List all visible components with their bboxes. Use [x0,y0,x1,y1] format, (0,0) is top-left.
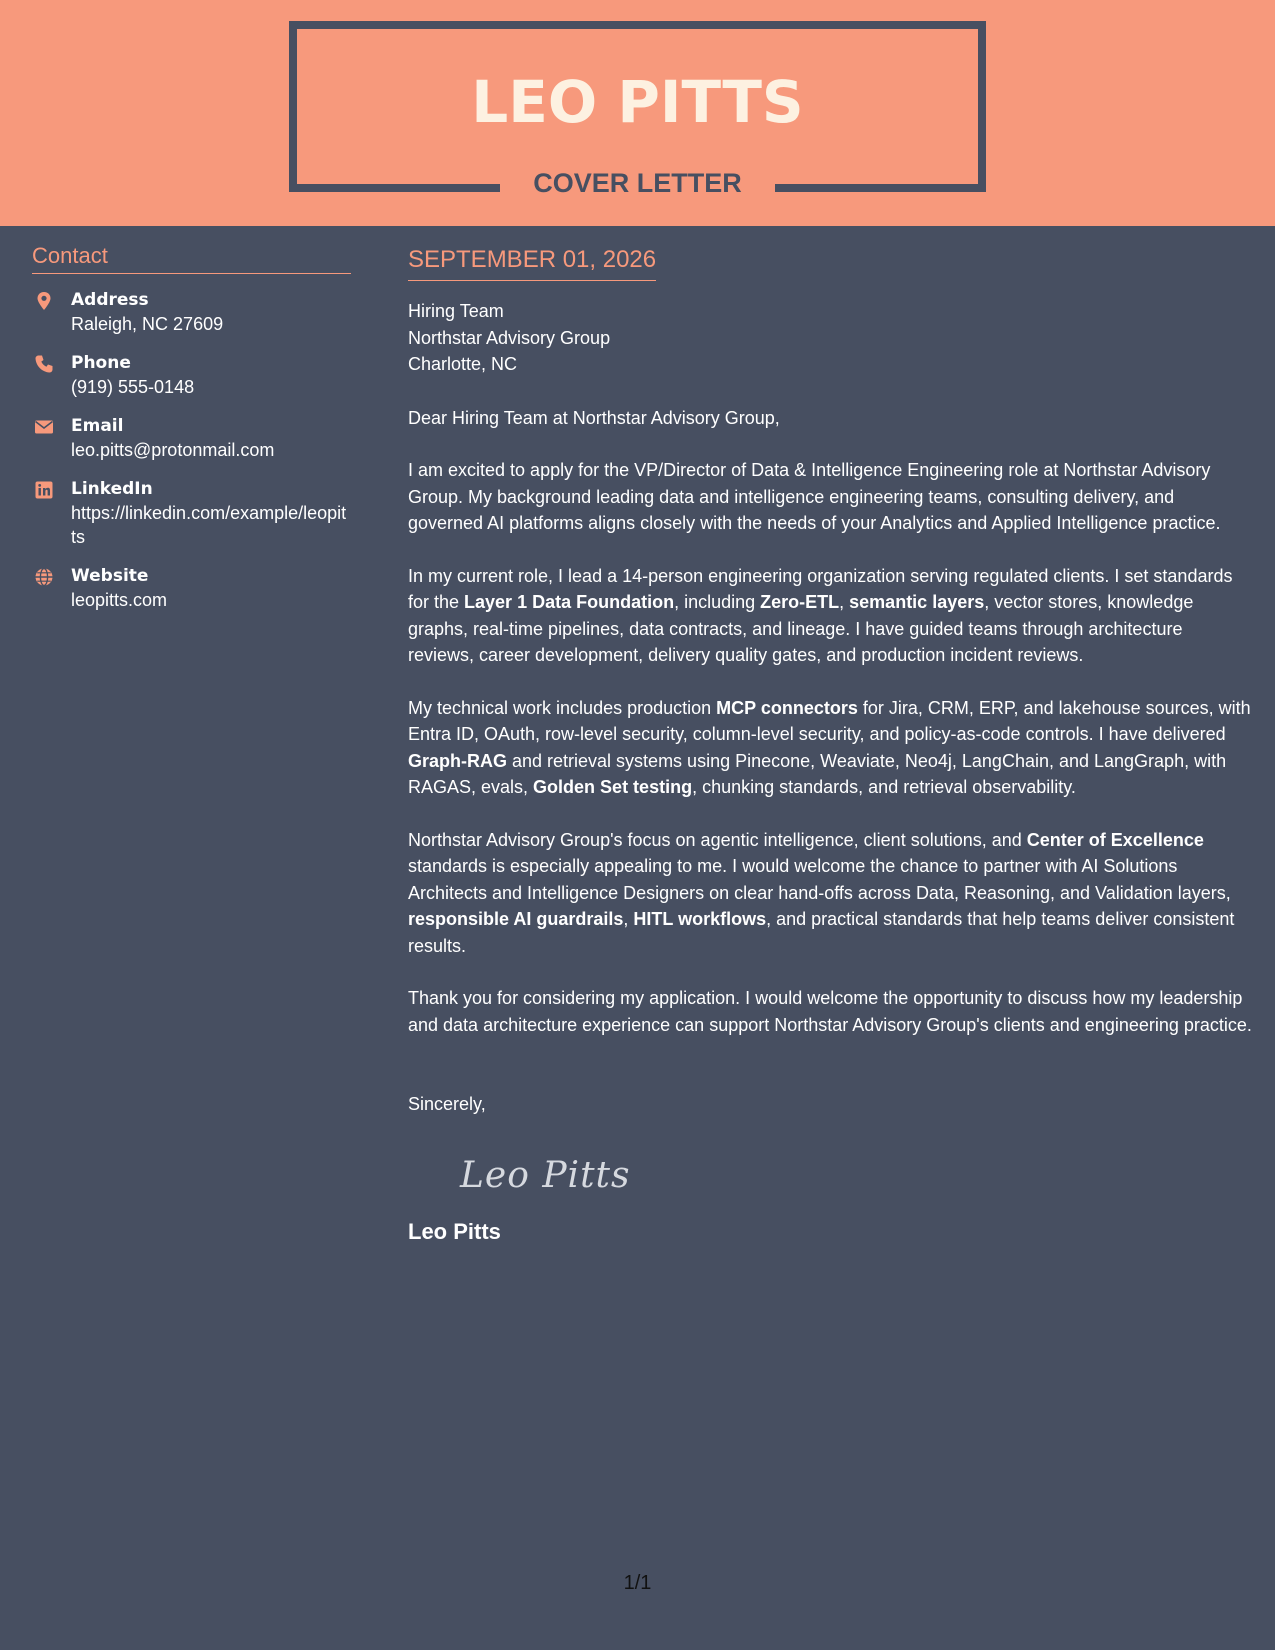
paragraph-text: , vector stores, knowledge graphs, real-time pipelines, data contracts, and lineage. I have guided teams through architecture reviews, career development, delivery quality gates, and production incident reviews. [408,592,1194,665]
paragraph-text: I am excited to apply for the VP/Director of Data & Intelligence Engineering role at Northstar Advisory Group. My background leading data and intelligence engineering teams, consulting delivery, and governed AI platforms aligns closely with the needs of your Analytics and Applied Intelligence practice. [408,460,1221,533]
paragraph-text: Thank you for considering my application. I would welcome the opportunity to discuss how my leadership and data architecture experience can support Northstar Advisory Group's clients and engineering practice. [408,988,1252,1035]
letter-paragraph [408,695,1253,801]
paragraph-text: In my current role, I lead a 14-person engineering organization serving regulated clients. I set standards for the [408,565,1233,612]
letter-body [408,244,1253,1246]
paragraph-text: , including [674,592,761,612]
highlight-term: Graph-RAG [408,750,507,771]
letter-paragraph [408,985,1253,1038]
contact-value: leopitts.com [71,590,168,610]
contact-value: leo.pitts@protonmail.com [71,440,275,460]
letter-paragraphs [408,457,1253,1038]
salutation: Dear Hiring Team at Northstar Advisory Group, [408,407,780,428]
contact-value: (919) 555-0148 [71,377,195,397]
contact-item-phone [32,351,351,399]
contact-item-email [32,414,351,462]
paragraph-text: for Jira, CRM, ERP, and lakehouse sources, with Entra ID, OAuth, row-level security, column-level security, and policy-as-code controls. I have delivered [408,697,1251,744]
linkedin-icon [34,480,54,500]
highlight-term: Zero-ETL [760,592,840,612]
envelope-icon [34,417,54,437]
paragraph-text: , [623,909,634,929]
contact-label: LinkedIn [71,479,153,499]
globe-icon [34,567,54,587]
highlight-term: MCP connectors [716,697,858,718]
paragraph-text: , [839,592,850,612]
highlight-term: Center of Excellence [1026,829,1204,850]
highlight-term: Golden Set testing [533,777,693,797]
contact-value: https://linkedin.com/example/leopitts [71,503,347,547]
map-pin-icon [34,291,54,311]
letter-paragraph [408,457,1253,537]
closing: Sincerely, [408,1094,486,1114]
applicant-name: LEO PITTS [471,68,804,136]
paragraph-text: and retrieval systems using Pinecone, Weaviate, Neo4j, LangChain, and LangGraph, with RAGAS, evals, [408,750,1227,797]
contact-label: Phone [71,353,131,373]
contact-item-linkedin [32,477,351,549]
highlight-term: Layer 1 Data Foundation [464,592,675,612]
phone-icon [34,354,54,374]
letter-paragraph [408,563,1253,669]
page-number: 1/1 [623,1572,652,1594]
paragraph-text: Northstar Advisory Group's focus on agentic intelligence, client solutions, and [408,829,1027,850]
contact-item-address [32,288,351,336]
highlight-term: responsible AI guardrails [408,909,624,929]
recipient-line: Hiring Team [408,301,504,321]
contact-heading: Contact [32,243,351,274]
contact-list [32,288,351,612]
contact-value: Raleigh, NC 27609 [71,314,224,334]
paragraph-text: standards is especially appealing to me. I would welcome the chance to partner with AI Solutions Architects and Intelligence Designers on clear hand-offs across Data, Reasoning, and Validation layers, [408,856,1231,903]
signed-name: Leo Pitts [408,1218,501,1244]
paragraph-text: , and practical standards that help teams deliver consistent results. [408,909,1235,956]
contact-label: Email [71,416,124,436]
contact-sidebar [32,243,351,627]
contact-item-website [32,564,351,612]
recipient-line: Northstar Advisory Group [408,327,611,348]
letter-date: SEPTEMBER 01, 2026 [408,244,656,281]
recipient-line: Charlotte, NC [408,354,518,374]
contact-label: Address [71,290,149,310]
handwritten-signature: Leo Pitts [460,1154,631,1196]
contact-label: Website [71,566,149,586]
paragraph-text: , chunking standards, and retrieval observability. [692,777,1076,797]
header-banner [0,0,1275,226]
letter-paragraph [408,827,1253,960]
recipient-block [408,298,1253,378]
paragraph-text: My technical work includes production [408,697,717,718]
highlight-term: HITL workflows [633,909,767,929]
highlight-term: semantic layers [849,592,985,612]
document-subtitle: COVER LETTER [533,168,742,198]
